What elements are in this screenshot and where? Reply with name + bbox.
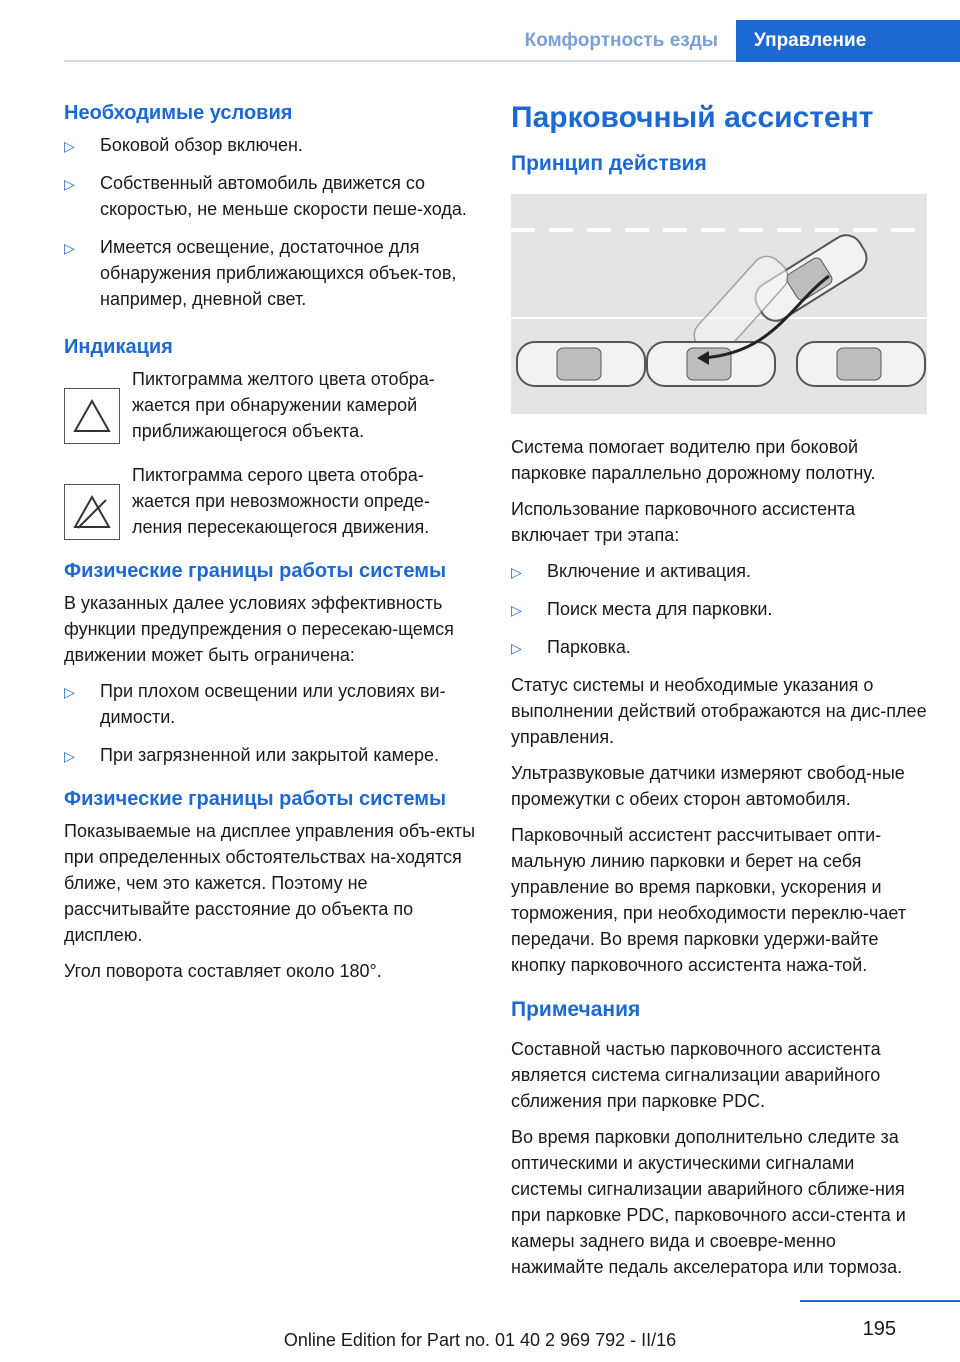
page-number: 195	[862, 1318, 896, 1340]
turn-angle-text: Угол поворота составляет около 180°.	[64, 961, 382, 981]
chapter-tab[interactable]: Управление	[736, 20, 960, 62]
parked-car-icon	[517, 342, 645, 386]
indicator-row	[64, 366, 480, 444]
indicator-row	[64, 462, 480, 540]
bullet-triangle-icon: ▷	[64, 240, 75, 256]
header-rule	[64, 60, 736, 62]
bullet-triangle-icon: ▷	[64, 748, 75, 764]
requirements-heading: Необходимые условия	[64, 102, 293, 124]
header-tabs	[507, 20, 960, 62]
warning-triangle-icon	[64, 388, 120, 444]
indication-heading: Индикация	[64, 336, 173, 358]
section-tab[interactable]: Комфортность езды	[507, 20, 736, 62]
list-item: ▷ Парковка.	[511, 634, 927, 660]
bullet-triangle-icon: ▷	[511, 640, 522, 656]
crossed-warning-triangle-icon	[64, 484, 120, 540]
footer-rule	[800, 1300, 960, 1302]
parking-illustration	[511, 194, 927, 414]
list-item: ▷ Включение и активация.	[511, 558, 927, 584]
body-text: Использование парковочного ассистента включает три этапа:	[511, 499, 856, 545]
bullet-triangle-icon: ▷	[64, 176, 75, 192]
bullet-triangle-icon: ▷	[64, 684, 75, 700]
body-text: Составной частью парковочного ассистента является система сигнализации аварийного сближения при парковке PDC.	[511, 1039, 881, 1111]
list-item: ▷ Поиск места для парковки.	[511, 596, 927, 622]
indicator-text: Пиктограмма желтого цвета отобра-жается при обнаружении камерой приближающегося объекта.	[132, 369, 435, 441]
principle-heading: Принцип действия	[511, 152, 707, 175]
limits-list	[64, 678, 480, 768]
bullet-triangle-icon: ▷	[511, 602, 522, 618]
body-text: Статус системы и необходимые указания о выполнении действий отображаются на дис-плее управления.	[511, 675, 927, 747]
parked-car-icon	[797, 342, 925, 386]
list-item: ▷ При загрязненной или закрытой камере.	[64, 742, 480, 768]
list-item: ▷ Боковой обзор включен.	[64, 132, 480, 158]
limits-heading: Физические границы работы системы	[64, 560, 447, 582]
page-title: Парковочный ассистент	[511, 101, 874, 134]
bullet-triangle-icon: ▷	[511, 564, 522, 580]
edition-footer: Online Edition for Part no. 01 40 2 969 792 - II/16	[283, 1330, 677, 1350]
right-column	[511, 100, 927, 1290]
steps-list	[511, 558, 927, 660]
limits-heading-2: Физические границы работы системы	[64, 788, 447, 810]
list-item: ▷ Собственный автомобиль движется со скоростью, не меньше скорости пеше-хода.	[64, 173, 467, 219]
requirements-list	[64, 132, 480, 312]
list-item: ▷ Имеется освещение, достаточное для обнаружения приближающихся объек-тов, например, дневной свет.	[64, 237, 457, 309]
left-column	[64, 100, 480, 994]
bullet-triangle-icon: ▷	[64, 138, 75, 154]
target-car-icon	[647, 342, 775, 386]
limits-text-2: Показываемые на дисплее управления объ-екты при определенных обстоятельствах на-ходятся ближе, чем это кажется. Поэтому не рассчитывайте расстояние до объекта по дисплею.	[64, 821, 476, 945]
body-text: Парковочный ассистент рассчитывает опти-мальную линию парковки и берет на себя управление во время парковки, ускорения и торможения, при необходимости переклю-чает передачи. Во время парковки удержи-вайте кнопку парковочного ассистента нажа-той.	[511, 825, 907, 975]
notes-heading: Примечания	[511, 998, 641, 1021]
body-text: Система помогает водителю при боковой парковке параллельно дорожному полотну.	[511, 437, 876, 483]
body-text: Во время парковки дополнительно следите за оптическими и акустическими сигналами системы сигнализации аварийного сближе-ния при парковке PDC, парковочного асси-стента и камеры заднего вида и своевре-менно нажимайте педаль акселератора или тормоза.	[511, 1127, 906, 1277]
indicator-text: Пиктограмма серого цвета отобра-жается при невозможности опреде-ления пересекающегося движения.	[132, 465, 430, 537]
body-text: Ультразвуковые датчики измеряют свобод-ные промежутки с обеих сторон автомобиля.	[511, 763, 905, 809]
limits-text: В указанных далее условиях эффективность функции предупреждения о пересекаю-щемся движении может быть ограничена:	[64, 593, 454, 665]
list-item: ▷ При плохом освещении или условиях ви-димости.	[64, 681, 446, 727]
